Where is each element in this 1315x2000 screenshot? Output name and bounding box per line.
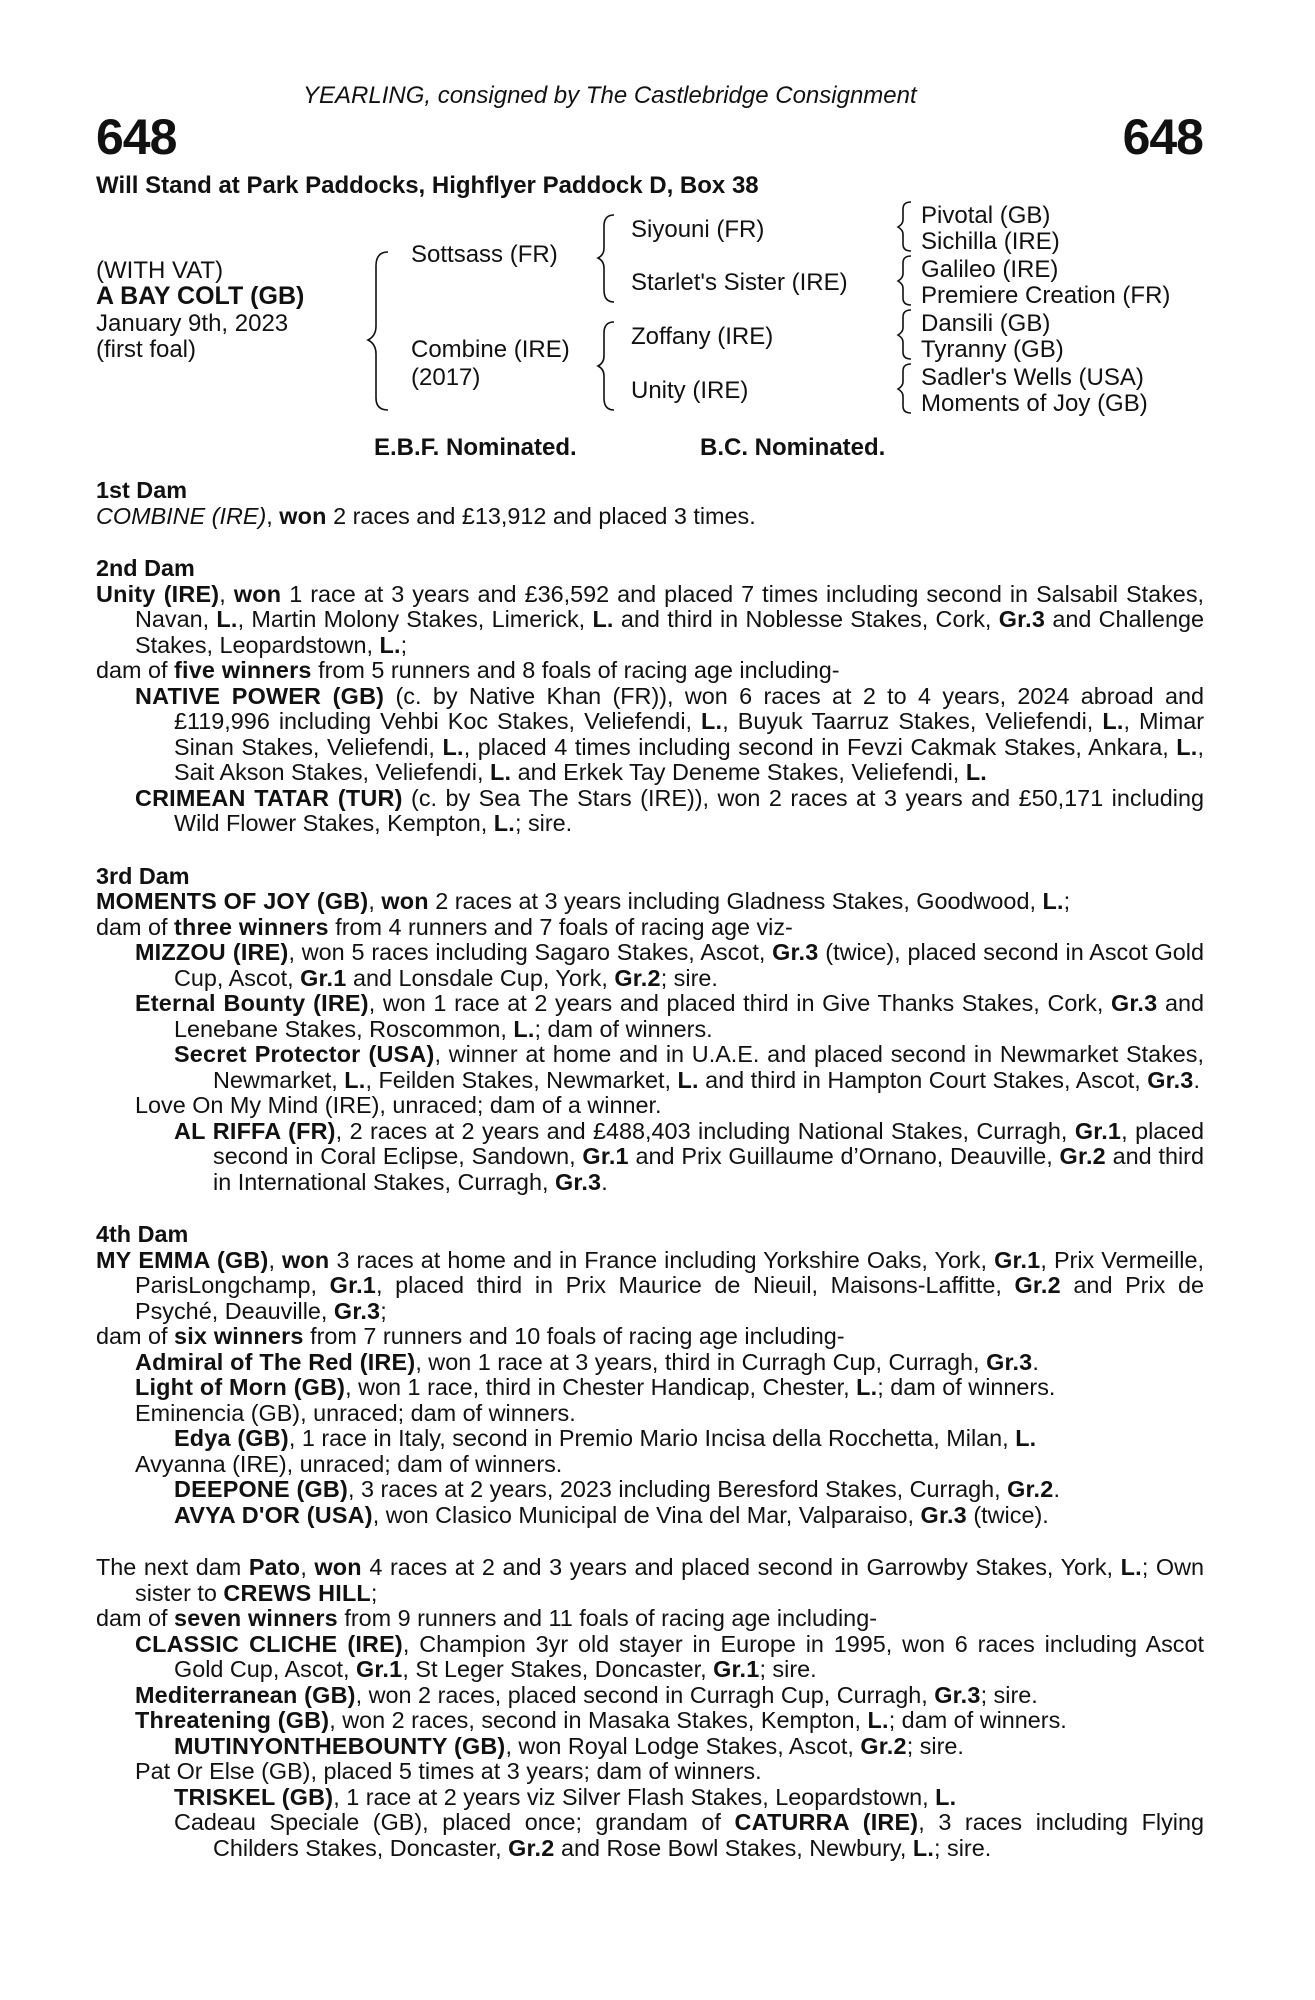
text-run: (twice), placed second in Ascot Gold Cup, Ascot,: [174, 939, 1204, 991]
text-run: ; dam of winners.: [888, 1707, 1067, 1733]
bold-run: L.: [1015, 1425, 1037, 1451]
record-line: [96, 1683, 1204, 1709]
bold-run: L.: [1042, 888, 1064, 914]
text-run: from 5 runners and 8 foals of racing age including-: [311, 657, 840, 683]
bold-run: won: [381, 888, 429, 914]
dam-section: [96, 864, 1204, 1196]
bold-run: L.: [442, 733, 464, 760]
text-run: and Challenge Stakes, Leopardstown,: [135, 606, 1204, 658]
bold-run: L.: [1120, 1554, 1142, 1580]
ebf-nominated: E.B.F. Nominated.: [374, 434, 577, 461]
bold-run: MIZZOU (IRE): [135, 939, 289, 965]
bold-run: Unity (IRE): [96, 580, 220, 607]
text-run: and Prix de Psyché, Deauville,: [135, 1272, 1205, 1324]
text-run: ,: [268, 1246, 283, 1273]
text-run: , Feilden Stakes, Newmarket,: [365, 1066, 678, 1093]
bold-run: Pato: [248, 1554, 301, 1580]
dam-section: [96, 1222, 1204, 1528]
bold-run: L.: [701, 708, 723, 734]
bold-run: Light of Morn (GB): [135, 1374, 346, 1400]
text-run: ; sire.: [660, 964, 718, 991]
pedigree-dsd: Tyranny (GB): [921, 336, 1064, 363]
record-line: [96, 1350, 1204, 1376]
horse-name: A BAY COLT (GB): [96, 282, 305, 310]
text-run: , 2 races at 2 years and £488,403 including National Stakes, Curragh,: [335, 1117, 1075, 1144]
text-run: , 1 race in Italy, second in Premio Mario Incisa della Rocchetta, Milan,: [288, 1425, 1016, 1451]
pedigree-sire: Sottsass (FR): [411, 241, 558, 268]
bold-run: Gr.3: [333, 1297, 381, 1324]
text-run: , placed second in Coral Eclipse, Sandown,: [213, 1117, 1204, 1169]
text-run: from 4 runners and 7 foals of racing age viz-: [328, 913, 793, 940]
text-run: ; sire.: [906, 1732, 964, 1759]
pedigree-dam-dam: Unity (IRE): [631, 377, 749, 404]
text-run: 4 races at 2 and 3 years and placed second in Garrowby Stakes, York,: [361, 1554, 1121, 1580]
bold-run: Gr.3: [998, 606, 1046, 632]
bold-run: L.: [677, 1066, 699, 1093]
bc-nominated: B.C. Nominated.: [700, 434, 886, 461]
record-line: [96, 1119, 1204, 1196]
text-run: and Erkek Tay Deneme Stakes, Veliefendi,: [511, 759, 966, 785]
text-run: Love On My Mind (IRE), unraced; dam of a winner.: [135, 1092, 662, 1118]
record-line: [96, 915, 1204, 941]
bold-run: Threatening (GB): [135, 1707, 330, 1733]
pedigree-dss: Dansili (GB): [921, 310, 1051, 337]
bold-run: CATURRA (IRE): [734, 1809, 919, 1835]
text-run: from 9 runners and 11 foals of racing age including-: [337, 1605, 877, 1631]
text-run: , 3 races including Flying Childers Stakes, Doncaster,: [213, 1809, 1204, 1861]
bold-run: Gr.1: [713, 1656, 760, 1682]
text-run: dam of: [96, 913, 175, 940]
bold-run: Gr.2: [1014, 1272, 1061, 1298]
bold-run: DEEPONE (GB): [174, 1476, 348, 1502]
record-line: [96, 940, 1204, 991]
record-line: [96, 1734, 1204, 1760]
text-run: , won 1 race, third in Chester Handicap, Chester,: [345, 1374, 857, 1400]
bold-run: Mediterranean (GB): [135, 1681, 356, 1708]
text-run: Eminencia (GB), unraced; dam of winners.: [135, 1399, 576, 1426]
bold-run: L.: [912, 1834, 935, 1861]
record-line: [96, 1555, 1204, 1606]
section-heading: 3rd Dam: [96, 862, 190, 889]
bold-run: won: [279, 502, 327, 529]
text-run: , Buyuk Taarruz Stakes, Veliefendi,: [722, 708, 1103, 734]
bold-run: won: [282, 1246, 330, 1273]
text-run: , St Leger Stakes, Doncaster,: [402, 1656, 714, 1682]
text-run: from 7 runners and 10 foals of racing age including-: [303, 1323, 845, 1349]
record-line: [96, 1477, 1204, 1503]
record-line: [96, 1785, 1204, 1811]
record-line: [96, 1375, 1204, 1401]
dam-section: [96, 478, 1204, 529]
horse-dob: January 9th, 2023: [96, 310, 289, 337]
text-run: The next dam: [96, 1554, 249, 1580]
text-run: , placed third in Prix Maurice de Nieuil, Maisons-Laffitte,: [376, 1272, 1015, 1298]
pedigree-dds: Sadler's Wells (USA): [921, 364, 1144, 391]
bold-run: Gr.3: [1111, 990, 1158, 1016]
record-line: [96, 1632, 1204, 1683]
dam-section: [96, 556, 1204, 837]
italic-run: COMBINE (IRE): [96, 502, 267, 529]
section-heading: 2nd Dam: [96, 555, 195, 581]
text-run: and third in Hampton Court Stakes, Ascot,: [698, 1066, 1148, 1093]
bold-run: AL RIFFA (FR): [174, 1117, 336, 1144]
bold-run: CREWS HILL: [223, 1579, 371, 1606]
text-run: and third in International Stakes, Curragh,: [213, 1143, 1204, 1195]
text-run: , winner at home and in U.A.E. and placed second in Newmarket Stakes, Newmarket,: [213, 1041, 1204, 1093]
stand-location: Will Stand at Park Paddocks, Highflyer Paddock D, Box 38: [96, 172, 759, 199]
text-run: , 1 race at 2 years viz Silver Flash Stakes, Leopardstown,: [333, 1783, 936, 1810]
bold-run: Gr.2: [860, 1732, 907, 1759]
bold-run: L.: [856, 1374, 878, 1400]
text-run: dam of: [96, 1323, 175, 1349]
bold-run: L.: [493, 810, 515, 836]
text-run: .: [1193, 1066, 1201, 1093]
bold-run: Gr.1: [329, 1272, 376, 1298]
section-heading: 1st Dam: [96, 477, 188, 503]
pedigree-dam-sire: Zoffany (IRE): [631, 323, 774, 350]
text-run: ; sire.: [934, 1834, 992, 1861]
bold-run: seven winners: [174, 1605, 338, 1631]
bold-run: Gr.2: [1059, 1143, 1106, 1169]
catalogue-subtitle: YEARLING, consigned by The Castlebridge Consignment: [303, 82, 917, 109]
bold-run: won: [233, 580, 282, 607]
bold-run: Gr.3: [554, 1168, 602, 1195]
text-run: ,: [300, 1554, 315, 1580]
bold-run: Gr.2: [508, 1834, 555, 1861]
text-run: , won Royal Lodge Stakes, Ascot,: [505, 1732, 861, 1759]
bold-run: L.: [1102, 708, 1124, 734]
text-run: , won 2 races, second in Masaka Stakes, Kempton,: [329, 1707, 868, 1733]
record-line: [96, 582, 1204, 659]
record-line: [96, 1426, 1204, 1452]
text-run: Cadeau Speciale (GB), placed once; grandam of: [174, 1809, 735, 1835]
bold-run: L.: [344, 1066, 366, 1093]
record-line: [96, 684, 1204, 786]
bold-run: Eternal Bounty (IRE): [135, 990, 369, 1016]
pedigree-sdd: Premiere Creation (FR): [921, 282, 1171, 309]
bold-run: six winners: [174, 1323, 304, 1349]
bold-run: won: [314, 1554, 362, 1580]
text-run: .: [1032, 1348, 1039, 1375]
record-line: [96, 1401, 1204, 1427]
bold-run: L.: [965, 759, 987, 785]
text-run: , won 1 race at 3 years, third in Curragh Cup, Curragh,: [415, 1348, 987, 1375]
bold-run: CLASSIC CLICHE (IRE): [135, 1630, 403, 1657]
text-run: Pat Or Else (GB), placed 5 times at 3 years; dam of winners.: [135, 1758, 762, 1784]
text-run: , Prix Vermeille, ParisLongchamp,: [135, 1246, 1204, 1298]
text-run: and third in Noblesse Stakes, Cork,: [613, 606, 999, 632]
pedigree-sire-dam: Starlet's Sister (IRE): [631, 269, 848, 296]
bold-run: Gr.2: [614, 964, 661, 991]
bold-run: CRIMEAN TATAR (TUR): [135, 784, 403, 811]
text-run: ; Own sister to: [135, 1554, 1205, 1606]
lot-number-left: 648: [96, 109, 177, 165]
bold-run: three winners: [174, 913, 329, 940]
bold-run: Gr.3: [920, 1501, 967, 1528]
bold-run: L.: [1176, 733, 1198, 760]
pedigree-ssd: Sichilla (IRE): [921, 228, 1060, 255]
text-run: ; sire.: [980, 1681, 1038, 1708]
record-line: [96, 504, 1204, 530]
record-line: [96, 1503, 1204, 1529]
text-run: ; dam of winners.: [877, 1374, 1056, 1400]
section-heading: 4th Dam: [96, 1221, 189, 1247]
text-run: ;: [380, 1297, 387, 1324]
text-run: , won 1 race at 2 years and placed third in Give Thanks Stakes, Cork,: [368, 990, 1111, 1016]
record-line: [96, 1093, 1204, 1119]
pedigree-dam: Combine (IRE): [411, 336, 570, 363]
text-run: ,: [368, 888, 382, 914]
record-line: [96, 889, 1204, 915]
bold-run: Gr.1: [582, 1143, 629, 1169]
bold-run: L.: [379, 631, 401, 658]
bold-run: L.: [216, 606, 238, 632]
text-run: , Mimar Sinan Stakes, Veliefendi,: [174, 708, 1204, 760]
pedigree-dam-year: (2017): [411, 364, 481, 391]
bold-run: TRISKEL (GB): [174, 1783, 334, 1810]
bold-run: Gr.3: [772, 939, 819, 965]
bold-run: Gr.3: [1147, 1066, 1194, 1093]
text-run: 1 race at 3 years and £36,592 and placed 7 times including second in Salsabil Stakes, Navan,: [135, 580, 1205, 632]
text-run: ;: [1063, 888, 1071, 914]
produce-record: [96, 478, 1204, 1861]
text-run: (c. by Native Khan (FR)), won 6 races at 2 to 4 years, 2024 abroad and £119,996 including Vehbi Koc Stakes, Veliefendi,: [174, 682, 1204, 734]
bold-run: Gr.3: [986, 1348, 1033, 1375]
bold-run: MUTINYONTHEBOUNTY (GB): [174, 1732, 506, 1759]
pedigree-ddd: Moments of Joy (GB): [921, 390, 1148, 417]
bold-run: Gr.1: [300, 964, 347, 991]
pedigree-sss: Pivotal (GB): [921, 202, 1051, 229]
text-run: , won 5 races including Sagaro Stakes, Ascot,: [288, 939, 773, 965]
record-line: [96, 1606, 1204, 1632]
horse-note: (first foal): [96, 336, 197, 363]
text-run: and Prix Guillaume d’Ornano, Deauville,: [628, 1143, 1060, 1169]
text-run: and Lenebane Stakes, Roscommon,: [174, 990, 1205, 1042]
record-line: [96, 658, 1204, 684]
text-run: 3 races at home and in France including Yorkshire Oaks, York,: [329, 1246, 995, 1273]
dam-section: [96, 1555, 1204, 1861]
text-run: , Champion 3yr old stayer in Europe in 1995, won 6 races including Ascot Gold Cup, Ascot,: [174, 1630, 1204, 1682]
record-line: [96, 786, 1204, 837]
record-line: [96, 991, 1204, 1042]
text-run: (c. by Sea The Stars (IRE)), won 2 races at 3 years and £50,171 including Wild Flower Stakes, Kempton,: [174, 784, 1204, 836]
record-line: [96, 1324, 1204, 1350]
text-run: ; sire.: [514, 810, 573, 836]
text-run: ; dam of winners.: [534, 1015, 713, 1042]
bold-run: L.: [513, 1015, 535, 1042]
bold-run: L.: [489, 759, 512, 785]
text-run: 2 races and £13,912 and placed 3 times.: [326, 502, 756, 529]
lot-number-right: 648: [1122, 109, 1203, 165]
bold-run: Gr.1: [994, 1246, 1041, 1273]
bold-run: Secret Protector (USA): [174, 1041, 435, 1067]
bold-run: Edya (GB): [174, 1425, 289, 1451]
record-line: [96, 1042, 1204, 1093]
text-run: , won Clasico Municipal de Vina del Mar, Valparaiso,: [372, 1501, 921, 1528]
text-run: , Sait Akson Stakes, Veliefendi,: [174, 733, 1204, 785]
text-run: , won 2 races, placed second in Curragh Cup, Curragh,: [355, 1681, 935, 1708]
bold-run: Gr.1: [1074, 1117, 1122, 1144]
text-run: dam of: [96, 1605, 175, 1631]
bold-run: Gr.3: [934, 1681, 981, 1708]
text-run: dam of: [96, 657, 175, 683]
record-line: [96, 1810, 1204, 1861]
text-run: and Rose Bowl Stakes, Newbury,: [554, 1834, 913, 1861]
vat-note: (WITH VAT): [96, 257, 224, 284]
text-run: , 3 races at 2 years, 2023 including Beresford Stakes, Curragh,: [347, 1476, 1008, 1502]
text-run: ;: [370, 1579, 378, 1606]
record-line: [96, 1452, 1204, 1478]
bold-run: Gr.2: [1007, 1476, 1054, 1502]
text-run: 2 races at 3 years including Gladness Stakes, Goodwood,: [428, 888, 1043, 914]
bold-run: L.: [592, 606, 614, 632]
text-run: , placed 4 times including second in Fevzi Cakmak Stakes, Ankara,: [463, 733, 1177, 760]
bold-run: Admiral of The Red (IRE): [135, 1348, 416, 1375]
bold-run: AVYA D'OR (USA): [174, 1501, 373, 1528]
bold-run: five winners: [174, 657, 312, 683]
text-run: ,: [219, 580, 234, 607]
text-run: ,: [266, 502, 280, 529]
text-run: , Martin Molony Stakes, Limerick,: [237, 606, 593, 632]
record-line: [96, 1708, 1204, 1734]
bold-run: Gr.1: [356, 1656, 403, 1682]
text-run: (twice).: [966, 1501, 1049, 1528]
pedigree-sire-sire: Siyouni (FR): [631, 216, 765, 243]
bold-run: NATIVE POWER (GB): [135, 682, 385, 709]
text-run: and Lonsdale Cup, York,: [346, 964, 615, 991]
text-run: ; sire.: [759, 1656, 817, 1682]
bold-run: L.: [935, 1783, 957, 1810]
text-run: Avyanna (IRE), unraced; dam of winners.: [135, 1450, 563, 1477]
bold-run: MOMENTS OF JOY (GB): [96, 888, 369, 914]
text-run: ;: [400, 631, 408, 658]
record-line: [96, 1759, 1204, 1785]
bold-run: L.: [867, 1707, 889, 1733]
pedigree-sds: Galileo (IRE): [921, 256, 1059, 283]
text-run: .: [1053, 1476, 1060, 1502]
bold-run: MY EMMA (GB): [96, 1246, 269, 1273]
record-line: [96, 1248, 1204, 1325]
text-run: .: [601, 1168, 608, 1195]
